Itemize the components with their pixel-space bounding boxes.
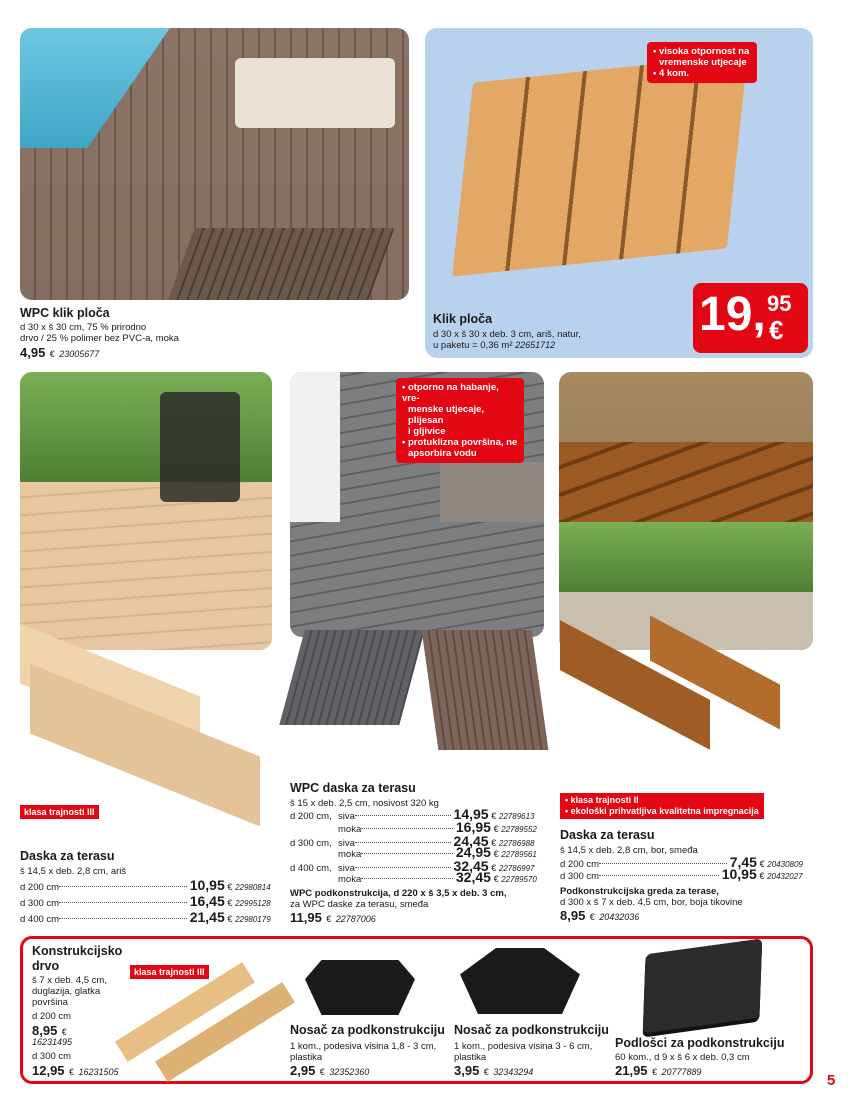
- row-size: d 300 cm: [20, 898, 60, 909]
- konstrukcijsko-title-1: Konstrukcijsko: [32, 944, 123, 958]
- wpc-bullet-1: • otporno na habanje, vre-: [402, 382, 499, 404]
- wpc-tile-image: [165, 228, 394, 300]
- klik-ploca-desc-1: d 30 x š 30 x deb. 3 cm, ariš, natur,: [433, 329, 581, 340]
- row-color: moka: [338, 824, 362, 835]
- row-price: 10,95: [189, 877, 225, 893]
- podlosci-currency: €: [652, 1067, 658, 1077]
- wpc-daska-row-6: [290, 871, 537, 886]
- wpc-daska-features: [396, 378, 524, 463]
- daska-aris-badge: klasa trajnosti III: [20, 805, 99, 819]
- podkonstrukcijska-greda-price: 8,95: [560, 908, 586, 923]
- konstrukcijsko-price-1: 8,95: [32, 1023, 58, 1038]
- nosac-1-desc-1: 1 kom., podesiva visina 1,8 - 3 cm,: [290, 1041, 437, 1052]
- wpc-podkonstrukcija-currency: €: [326, 914, 332, 924]
- daska-bor-badges: [560, 793, 764, 819]
- konstrukcijsko-code-1: 16231495: [32, 1037, 73, 1047]
- pool-area: [20, 28, 170, 148]
- wpc-klik-desc-2: drvo / 25 % polimer bez PVC-a, moka: [20, 333, 179, 344]
- klik-ploca-code: 22651712: [515, 340, 556, 350]
- nosac-1-price: 2,95: [290, 1063, 316, 1078]
- row-currency: €: [491, 811, 497, 821]
- row-currency: €: [493, 849, 499, 859]
- nosac-2-desc-2: plastika: [454, 1052, 487, 1063]
- nosac-2-price: 3,95: [454, 1063, 480, 1078]
- nosac-2-desc-1: 1 kom., podesiva visina 3 - 6 cm,: [454, 1041, 593, 1052]
- row-code: 22980179: [235, 915, 271, 924]
- row-price: 16,95: [455, 819, 491, 835]
- row-code: 20432027: [767, 872, 803, 881]
- wpc-klik-desc-1: d 30 x š 30 cm, 75 % prirodno: [20, 322, 147, 333]
- nosac-1-currency: €: [319, 1067, 325, 1077]
- pine-deck-photo: [559, 372, 813, 650]
- wpc-bullet-4: • protuklizna površina, ne: [402, 437, 518, 448]
- row-code: 22789570: [501, 875, 537, 884]
- larch-planks-image: [20, 650, 275, 800]
- konstrukcijsko-title-2: drvo: [32, 959, 60, 973]
- row-price: 21,45: [189, 909, 225, 925]
- row-currency: €: [491, 838, 497, 848]
- podkonstrukcijska-greda-price-line: [560, 907, 639, 925]
- larch-terrace-photo: [20, 372, 272, 650]
- daska-aris-row-2: [20, 895, 271, 910]
- wpc-podkonstrukcija-desc: za WPC daske za terasu, smeđa: [290, 899, 429, 910]
- row-size: d 400 cm: [20, 914, 60, 925]
- row-code: 22786988: [498, 839, 535, 848]
- row-color: siva: [338, 811, 355, 822]
- wpc-bullet-5: apsorbira vodu: [408, 448, 477, 459]
- daska-aris-row-1: [20, 879, 271, 894]
- page-number: 5: [827, 1072, 836, 1089]
- row-currency: €: [491, 863, 497, 873]
- row-color: siva: [338, 838, 355, 849]
- nosac-2-price-line: [454, 1062, 533, 1080]
- row-size: d 200 cm: [20, 882, 60, 893]
- wpc-daska-desc: š 15 x deb. 2,5 cm, nosivost 320 kg: [290, 798, 439, 809]
- podkonstrukcijska-greda-title: Podkonstrukcijska greda za terase,: [560, 886, 719, 897]
- podlosci-price-line: [615, 1062, 702, 1080]
- row-currency: €: [759, 859, 765, 869]
- wpc-daska-row-4: [290, 846, 537, 861]
- klik-bullet-1b: vremenske utjecaje: [659, 57, 747, 68]
- row-price: 32,45: [455, 869, 491, 885]
- wpc-podkonstrukcija-code: 22787006: [335, 914, 376, 924]
- konstrukcijsko-badge: klasa trajnosti III: [130, 965, 209, 979]
- stone-wall-image: [440, 462, 544, 522]
- klik-ploca-price-main: 19,: [699, 288, 766, 341]
- wpc-stairs-photo: [290, 372, 544, 637]
- klik-ploca-features: [647, 42, 757, 83]
- row-currency: €: [227, 898, 233, 908]
- daska-bor-badge-1: • klasa trajnosti II: [565, 795, 639, 805]
- wpc-klik-currency: €: [49, 349, 55, 359]
- row-price: 24,95: [455, 844, 491, 860]
- podlosci-title: Podlošci za podkonstrukciju: [615, 1036, 785, 1050]
- podkonstrukcijska-greda-code: 20432036: [599, 912, 640, 922]
- chair-image: [160, 392, 240, 502]
- nosac-2-title: Nosač za podkonstrukciju: [454, 1023, 609, 1037]
- row-color: siva: [338, 863, 355, 874]
- konstrukcijsko-desc-2: duglazija, glatka: [32, 986, 101, 997]
- nosac-2-currency: €: [483, 1067, 489, 1077]
- row-code: 22789613: [498, 812, 535, 821]
- podlosci-image: [643, 938, 763, 1033]
- podlosci-price: 21,95: [615, 1063, 648, 1078]
- daska-aris-row-3: [20, 911, 271, 926]
- wpc-klik-price: 4,95: [20, 345, 46, 360]
- podkonstrukcijska-greda-desc: d 300 x š 7 x deb. 4,5 cm, bor, boja tikovine: [560, 897, 743, 908]
- lounger-image: [235, 58, 395, 128]
- wpc-bullet-2: menske utjecaje, plijesan: [408, 404, 485, 426]
- wpc-podkonstrukcija-price-line: [290, 909, 376, 927]
- klik-ploca-price-cents: 95: [767, 291, 792, 316]
- wpc-patio-photo: [20, 28, 409, 300]
- klik-ploca-price-box: [693, 283, 808, 353]
- nosac-2-code: 32343294: [493, 1067, 534, 1077]
- klik-ploca-currency: €: [769, 315, 784, 345]
- row-currency: €: [493, 874, 499, 884]
- row-code: 22789561: [501, 850, 537, 859]
- klik-ploca-desc-2-line: [433, 340, 555, 351]
- wpc-klik-code: 23005677: [59, 349, 100, 359]
- daska-bor-badge-2: • ekološki prihvatljiva kvalitetna impregnacija: [565, 806, 759, 816]
- wpc-klik-title: WPC klik ploča: [20, 306, 110, 320]
- konstrukcijsko-desc-3: površina: [32, 997, 68, 1008]
- klik-bullet-1: • visoka otpornost na: [653, 46, 750, 57]
- podkonstrukcijska-greda-currency: €: [589, 912, 595, 922]
- row-code: 22980814: [235, 883, 271, 892]
- row-color: moka: [338, 874, 362, 885]
- row-price: 32,45: [453, 858, 489, 874]
- row-price: 14,95: [453, 806, 489, 822]
- row-size: d 200 cm,: [290, 811, 332, 822]
- row-currency: €: [493, 824, 499, 834]
- wpc-brown-board-image: [422, 630, 549, 750]
- wpc-podkonstrukcija-title: WPC podkonstrukcija, d 220 x š 3,5 x deb. 3 cm,: [290, 888, 507, 899]
- row-code: 22786997: [498, 864, 535, 873]
- podlosci-code: 20777889: [661, 1067, 702, 1077]
- konstrukcijsko-size-1: d 200 cm: [32, 1011, 72, 1022]
- row-currency: €: [759, 871, 765, 881]
- wpc-podkonstrukcija-price: 11,95: [290, 910, 322, 925]
- klik-bullet-2: • 4 kom.: [653, 68, 690, 79]
- wpc-daska-title: WPC daska za terasu: [290, 781, 416, 795]
- row-code: 22789552: [501, 825, 537, 834]
- nosac-1-code: 32352360: [329, 1067, 370, 1077]
- wpc-bullet-3: i gljivice: [408, 426, 446, 437]
- row-size: d 400 cm,: [290, 863, 332, 874]
- konstrukcijsko-currency-1: €: [61, 1027, 67, 1037]
- klik-ploca-desc-2: u paketu = 0,36 m²: [433, 340, 513, 351]
- wpc-grey-board-image: [279, 630, 424, 725]
- konstrukcijsko-desc-1: š 7 x deb. 4,5 cm,: [32, 975, 107, 986]
- daska-bor-desc: š 14,5 x deb. 2,8 cm, bor, smeđa: [560, 845, 698, 856]
- row-code: 20430809: [767, 860, 803, 869]
- nosac-1-image: [305, 960, 415, 1015]
- row-price: 7,45: [729, 854, 757, 870]
- daska-bor-title: Daska za terasu: [560, 828, 655, 842]
- nosac-1-desc-2: plastika: [290, 1052, 323, 1063]
- row-price: 16,45: [189, 893, 225, 909]
- daska-aris-desc: š 14,5 x deb. 2,8 cm, ariš: [20, 866, 127, 877]
- daska-bor-row-2: [560, 868, 803, 883]
- konstrukcijsko-currency-2: €: [69, 1067, 75, 1077]
- konstrukcijsko-price-2: 12,95: [32, 1063, 65, 1078]
- row-size: d 200 cm: [560, 859, 600, 870]
- row-price: 10,95: [721, 866, 757, 882]
- nosac-1-title: Nosač za podkonstrukciju: [290, 1023, 445, 1037]
- row-currency: €: [227, 914, 233, 924]
- hedge-image: [559, 522, 813, 592]
- larch-tile-image: [452, 54, 747, 276]
- klik-ploca-title: Klik ploča: [433, 312, 493, 326]
- row-code: 22995128: [235, 899, 271, 908]
- row-currency: €: [227, 882, 233, 892]
- konstrukcijsko-code-2: 16231505: [78, 1067, 119, 1077]
- wall-image: [290, 372, 340, 522]
- daska-aris-title: Daska za terasu: [20, 849, 115, 863]
- nosac-1-price-line: [290, 1062, 369, 1080]
- row-color: moka: [338, 849, 362, 860]
- row-price: 24,45: [453, 833, 489, 849]
- konstrukcijsko-size-2: d 300 cm: [32, 1051, 72, 1062]
- row-size: d 300 cm: [560, 871, 600, 882]
- pine-planks-image: [560, 650, 800, 760]
- row-size: d 300 cm,: [290, 838, 332, 849]
- podlosci-desc: 60 kom., d 9 x š 6 x deb. 0,3 cm: [615, 1052, 750, 1063]
- wpc-daska-row-2: [290, 821, 537, 836]
- konstrukcijsko-price-2-line: [32, 1062, 119, 1080]
- wpc-klik-price-line: [20, 344, 99, 362]
